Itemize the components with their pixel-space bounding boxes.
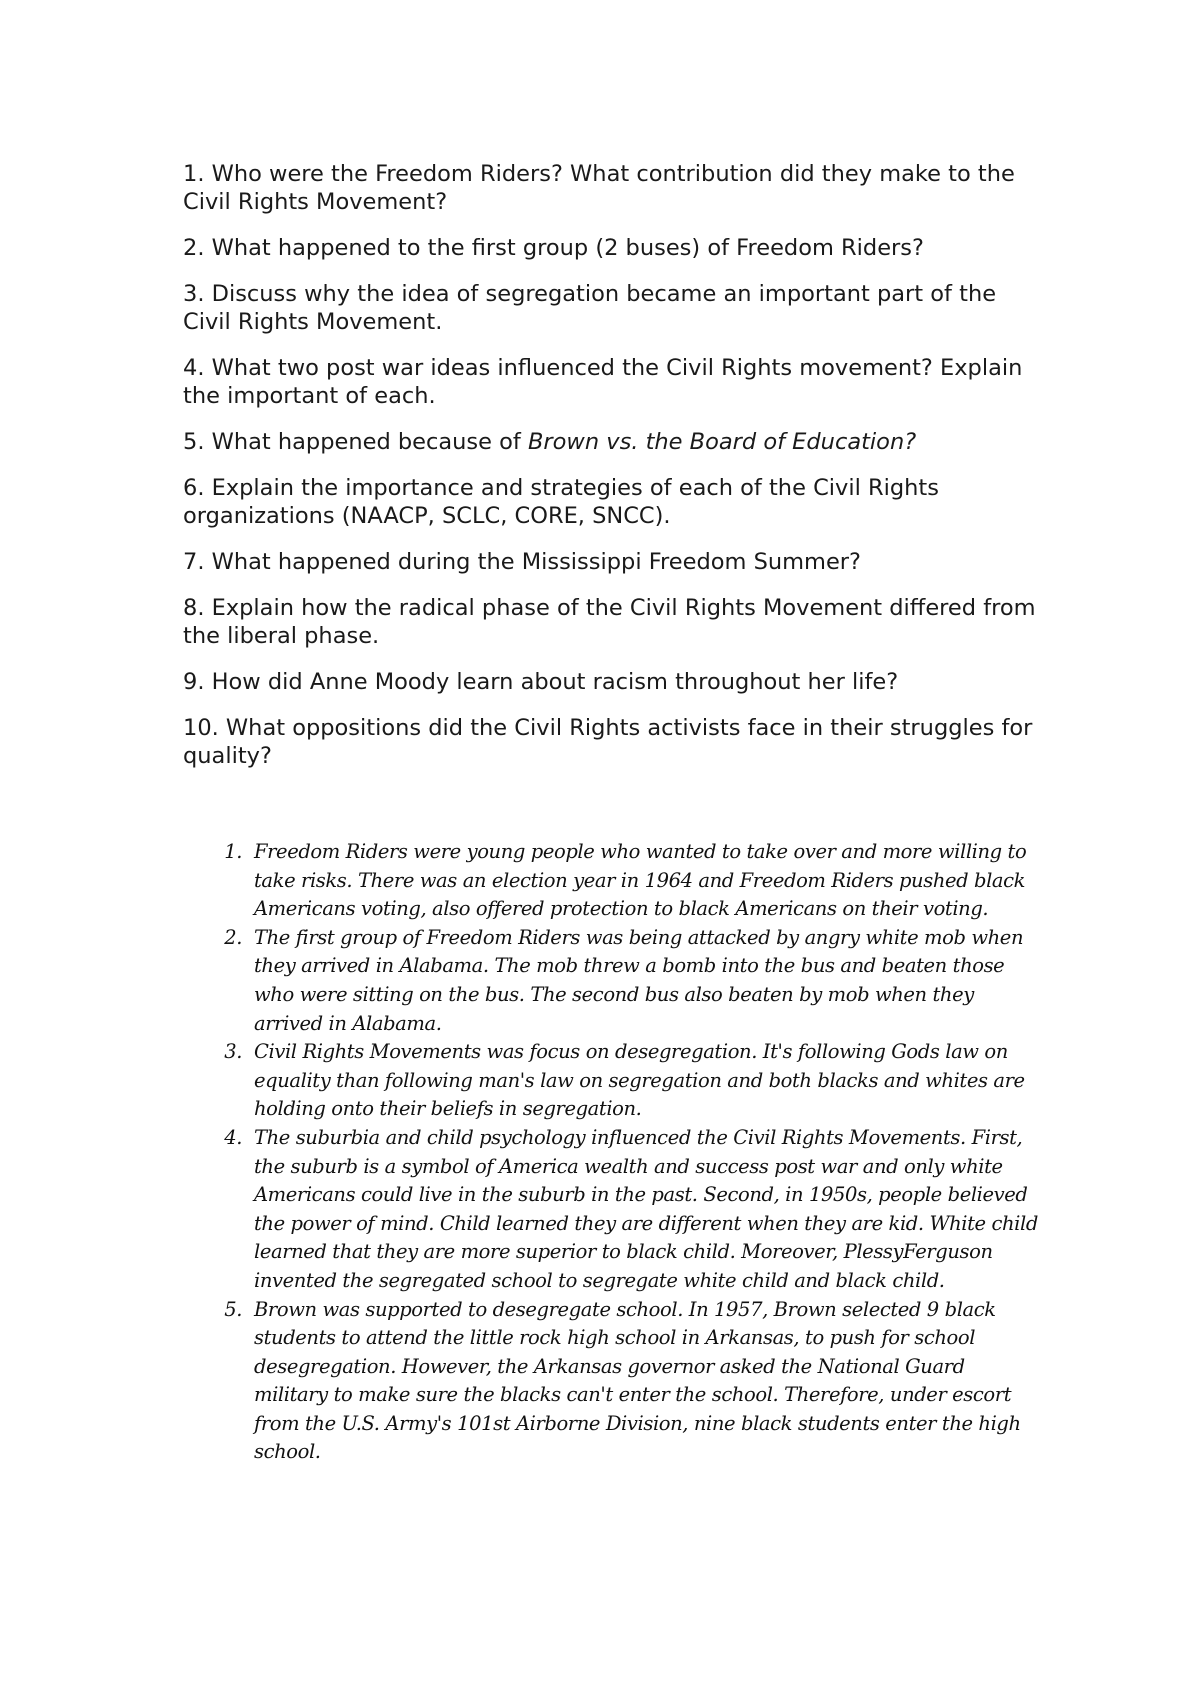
question-list [183, 160, 1043, 788]
question-4: 4. What two post war ideas influenced the Civil Rights movement? Explain the important of each. [183, 355, 1023, 409]
answer-5-number: 5. [224, 1297, 242, 1321]
answer-list [218, 838, 1038, 1467]
answer-5 [218, 1296, 1038, 1468]
answer-4 [218, 1124, 1038, 1296]
question-9: 9. How did Anne Moody learn about racism throughout her life? [183, 669, 899, 695]
answer-1 [218, 838, 1038, 924]
question-5 [183, 428, 1043, 456]
answer-3-number: 3. [224, 1040, 242, 1064]
answer-3-text: Civil Rights Movements was focus on desegregation. It's following Gods law on equality than following man's law on segregation and both blacks and whites are holding onto their beliefs in segregation. [254, 1040, 1025, 1121]
answer-3 [218, 1038, 1038, 1124]
question-10: 10. What oppositions did the Civil Rights activists face in their struggles for quality? [183, 715, 1033, 769]
answer-2-number: 2. [224, 925, 242, 949]
answer-1-number: 1. [224, 840, 242, 863]
question-2: 2. What happened to the first group (2 buses) of Freedom Riders? [183, 235, 924, 261]
question-5-prefix: 5. What happened because of [183, 429, 528, 455]
question-7: 7. What happened during the Mississippi Freedom Summer? [183, 549, 861, 575]
question-5-case-title: Brown vs. the Board of Education? [527, 429, 917, 455]
answer-5-text: Brown was supported to desegregate school. In 1957, Brown selected 9 black students to attend the little rock high school in Arkansas, to push for school desegregation. However, the Arkansas governor asked the National Guard military to make sure the blacks can't enter the school. Therefore, under escort from the U.S. Army's 101st Airborne Division, nine black students enter the high school. [254, 1297, 1021, 1464]
answer-4-text: The suburbia and child psychology influenced the Civil Rights Movements. First, the suburb is a symbol of America wealth and success post war and only white Americans could live in the suburb in the past. Second, in 1950s, people believed the power of mind. Child learned they are different when they are kid. White child learned that they are more superior to black child. Moreover, PlessyFerguson invented the segregated school to segregate white child and black child. [254, 1125, 1038, 1292]
question-8: 8. Explain how the radical phase of the Civil Rights Movement differed from the liberal phase. [183, 595, 1036, 649]
answer-2 [218, 924, 1038, 1038]
answer-1-text: Freedom Riders were young people who wanted to take over and more willing to take risks. There was an election year in 1964 and Freedom Riders pushed black Americans voting, also offered protection to black Americans on their voting. [254, 840, 1027, 921]
question-1: 1. Who were the Freedom Riders? What contribution did they make to the Civil Rights Movement? [183, 161, 1015, 215]
answer-4-number: 4. [224, 1125, 242, 1149]
question-6: 6. Explain the importance and strategies of each of the Civil Rights organizations (NAACP, SCLC, CORE, SNCC). [183, 475, 939, 529]
question-3: 3. Discuss why the idea of segregation became an important part of the Civil Rights Movement. [183, 281, 997, 335]
answer-2-text: The first group of Freedom Riders was being attacked by angry white mob when they arrived in Alabama. The mob threw a bomb into the bus and beaten those who were sitting on the bus. The second bus also beaten by mob when they arrived in Alabama. [254, 925, 1024, 1035]
